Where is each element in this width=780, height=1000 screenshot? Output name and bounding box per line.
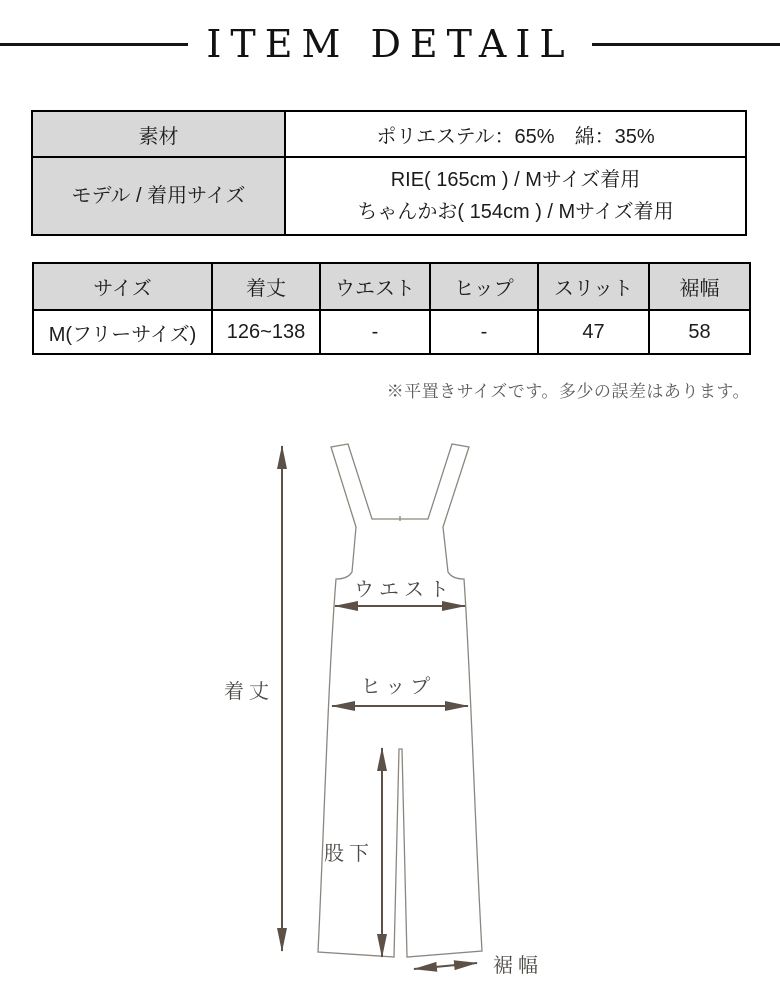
size-cell-hip: - <box>430 310 538 354</box>
size-table-header-row <box>33 263 750 310</box>
title-rule-left <box>0 43 188 46</box>
spec-value-model <box>285 157 746 235</box>
inseam-label: 股下 <box>324 843 374 865</box>
size-cell-hem: 58 <box>649 310 750 354</box>
waist-label: ウエスト <box>354 579 454 601</box>
spec-table <box>31 110 747 236</box>
size-col-header-hem: 裾幅 <box>649 263 750 310</box>
size-col-header-hip: ヒップ <box>430 263 538 310</box>
hem-width-label: 裾幅 <box>493 955 543 977</box>
model-size-line-1: RIE( 165cm ) / Mサイズ着用 <box>390 169 641 191</box>
title-rule-right <box>592 43 780 46</box>
hem-width-dimension-arrow <box>414 963 477 969</box>
page-title-row <box>0 22 780 66</box>
spec-label-model: モデル / 着用サイズ <box>32 157 285 235</box>
size-cell-size: M(フリーサイズ) <box>33 310 212 354</box>
table-row <box>32 157 746 235</box>
table-row <box>32 111 746 157</box>
spec-value-material: ポリエステル：65% 綿：35% <box>285 111 746 157</box>
hip-label: ヒップ <box>360 676 436 698</box>
size-cell-waist: - <box>320 310 430 354</box>
page-title: ITEM DETAIL <box>206 22 574 66</box>
size-col-header-waist: ウエスト <box>320 263 430 310</box>
size-cell-slit: 47 <box>538 310 649 354</box>
size-table <box>32 262 751 355</box>
size-col-header-slit: スリット <box>538 263 649 310</box>
length-label: 着丈 <box>224 681 274 703</box>
size-col-header-length: 着丈 <box>212 263 320 310</box>
measurement-diagram <box>0 430 780 1000</box>
size-col-header-size: サイズ <box>33 263 212 310</box>
measurement-note: ※平置きサイズです。多少の誤差はあります。 <box>386 382 750 401</box>
spec-label-material: 素材 <box>32 111 285 157</box>
table-row <box>33 310 750 354</box>
size-cell-length: 126~138 <box>212 310 320 354</box>
model-size-line-2: ちゃんかお( 154cm ) / Mサイズ着用 <box>357 201 674 223</box>
